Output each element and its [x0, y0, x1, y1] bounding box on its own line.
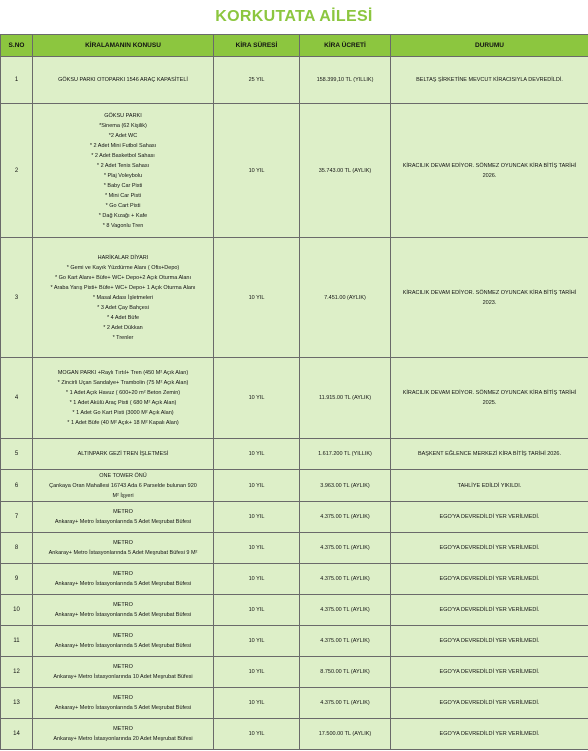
row-duration: 10 YIL [214, 564, 300, 595]
subject-line: *2 Adet WC [108, 132, 138, 139]
subject-line: Ankaray+ Metro İstasyonlarında 20 Adet Meşrubat Büfesi [53, 736, 193, 742]
table-row [1, 626, 588, 657]
subject-line: METRO [113, 571, 133, 577]
row-number: 1 [1, 57, 33, 104]
row-duration: 10 YIL [214, 358, 300, 439]
subject-line: METRO [113, 664, 133, 670]
subject-line: M² İşyeri [112, 492, 134, 499]
row-number: 10 [1, 595, 33, 626]
row-fee: 4.375.00 TL (AYLIK) [300, 564, 391, 595]
row-fee: 4.375.00 TL (AYLIK) [300, 688, 391, 719]
row-duration: 10 YIL [214, 439, 300, 470]
row-number: 8 [1, 533, 33, 564]
subject-line: * 1 Adet Açık Havuz ( 600+20 m² Beton Zemin) [65, 390, 181, 396]
subject-line: Ankaray+ Metro İstasyonlarında 5 Adet Meşrubat Büfesi [54, 519, 192, 525]
row-number: 6 [1, 470, 33, 502]
row-duration: 10 YIL [214, 595, 300, 626]
subject-line: * Plaj Voleybolu [103, 172, 143, 179]
row-subject [33, 626, 214, 657]
subject-line: GÖKSU PARKI OTOPARKI 1546 ARAÇ KAPASİTELİ [58, 77, 188, 83]
header-status: DURUMU [391, 35, 588, 57]
row-number: 9 [1, 564, 33, 595]
subject-line: Ankaray+ Metro İstasyonlarında 5 Adet Meşrubat Büfesi [54, 643, 192, 649]
subject-line: * Masal Adası İşletmeleri [92, 294, 154, 301]
subject-line: * 3 Adet Çay Bahçesi [97, 304, 149, 311]
subject-line: * 1 Adet Go Kart Pisti (3000 M² Açık Alan) [72, 410, 174, 416]
row-status: EGO'YA DEVREDİLDİ YER VERİLMEDİ. [391, 626, 588, 657]
subject-line: METRO [113, 509, 133, 515]
row-fee: 158.399,10 TL (YILLIK) [300, 57, 391, 104]
row-number: 14 [1, 719, 33, 750]
row-status: EGO'YA DEVREDİLDİ YER VERİLMEDİ. [391, 688, 588, 719]
subject-line: GÖKSU PARKI [104, 112, 142, 119]
table-body [1, 57, 588, 750]
subject-line: METRO [113, 726, 133, 732]
table-row [1, 502, 588, 533]
row-fee: 3.963.00 TL (AYLIK) [300, 470, 391, 502]
subject-line: MOGAN PARKI +Raylı Tırtıl+ Tren (450 M² Açık Alan) [57, 370, 189, 376]
header-subject: KİRALAMANIN KONUSU [33, 35, 214, 57]
subject-line: * 8 Vagonlu Tren [102, 222, 144, 229]
row-fee: 17.500.00 TL (AYLIK) [300, 719, 391, 750]
row-subject [33, 358, 214, 439]
row-status: BAŞKENT EĞLENCE MERKEZİ KİRA BİTİŞ TARİHİ 2026. [391, 439, 588, 470]
row-duration: 10 YIL [214, 688, 300, 719]
table-row [1, 439, 588, 470]
row-duration: 10 YIL [214, 238, 300, 358]
row-number: 13 [1, 688, 33, 719]
row-number: 4 [1, 358, 33, 439]
subject-line: * Baby Car Pisti [103, 182, 143, 189]
row-fee: 4.375.00 TL (AYLIK) [300, 533, 391, 564]
subject-line: * Zincirli Uçan Sandalye+ Trambolin (75 M² Açık Alan) [57, 380, 189, 386]
row-fee: 8.750.00 TL (AYLIK) [300, 657, 391, 688]
row-subject [33, 719, 214, 750]
table-header-row [1, 35, 588, 57]
table-row [1, 657, 588, 688]
row-status: KİRACILIK DEVAM EDİYOR. SÖNMEZ OYUNCAK KİRA BİTİŞ TARİHİ 2023. [391, 238, 588, 358]
row-number: 2 [1, 104, 33, 238]
page-title: KORKUTATA AİLESİ [215, 8, 373, 25]
row-number: 12 [1, 657, 33, 688]
row-fee: 4.375.00 TL (AYLIK) [300, 502, 391, 533]
row-subject [33, 595, 214, 626]
row-status: EGO'YA DEVREDİLDİ YER VERİLMEDİ. [391, 657, 588, 688]
row-number: 7 [1, 502, 33, 533]
row-subject [33, 439, 214, 470]
table-row [1, 470, 588, 502]
row-subject [33, 57, 214, 104]
row-status: EGO'YA DEVREDİLDİ YER VERİLMEDİ. [391, 533, 588, 564]
table-row [1, 595, 588, 626]
row-duration: 25 YIL [214, 57, 300, 104]
row-subject [33, 104, 214, 238]
row-status: EGO'YA DEVREDİLDİ YER VERİLMEDİ. [391, 502, 588, 533]
row-duration: 10 YIL [214, 533, 300, 564]
subject-line: * 2 Adet Dükkan [103, 324, 143, 331]
row-duration: 10 YIL [214, 626, 300, 657]
table-row [1, 238, 588, 358]
row-status: KİRACILIK DEVAM EDİYOR. SÖNMEZ OYUNCAK KİRA BİTİŞ TARİHİ 2025. [391, 358, 588, 439]
subject-line: METRO [113, 602, 133, 608]
subject-line: * Gemi ve Kayık Yüzdürme Alanı ( Ofis+Depo) [66, 264, 180, 271]
table-row [1, 57, 588, 104]
subject-line: Ankaray+ Metro İstasyonlarında 5 Adet Meşrubat Büfesi [54, 612, 192, 618]
row-subject [33, 688, 214, 719]
subject-line: Ankaray+ Metro İstasyonlarında 10 Adet Meşrubat Büfesi [53, 674, 193, 680]
subject-line: * 4 Adet Büfe [106, 314, 140, 321]
row-status: EGO'YA DEVREDİLDİ YER VERİLMEDİ. [391, 595, 588, 626]
header-sno: S.NO [1, 35, 33, 57]
subject-line: Ankaray+ Metro İstasyonlarında 5 Adet Meşrubat Büfesi 9 M² [48, 550, 198, 556]
header-duration: KİRA SÜRESİ [214, 35, 300, 57]
subject-line: ONE TOWER ÖNÜ [99, 472, 147, 479]
row-fee: 7.451.00 (AYLIK) [300, 238, 391, 358]
subject-line: * Go Kart Alanı+ Büfe+ WC+ Depo+2 Açık Oturma Alanı [54, 274, 192, 281]
subject-line: ALTINPARK GEZİ TREN İŞLETMESİ [77, 451, 169, 457]
lease-table [0, 34, 588, 750]
table-row [1, 564, 588, 595]
row-number: 3 [1, 238, 33, 358]
table-row [1, 688, 588, 719]
subject-line: * 1 Adet Büfe (40 M² Açık+ 18 M² Kapalı Alan) [67, 420, 179, 426]
subject-line: * Araba Yarış Pisti+ Büfe+ WC+ Depo+ 1 Açık Oturma Alanı [50, 284, 196, 291]
row-subject [33, 564, 214, 595]
row-fee: 35.743.00 TL (AYLIK) [300, 104, 391, 238]
subject-line: METRO [113, 633, 133, 639]
row-number: 11 [1, 626, 33, 657]
row-fee: 1.617.200 TL (YILLIK) [300, 439, 391, 470]
subject-line: * 1 Adet Akülü Araç Pisti ( 680 M² Açık Alan) [69, 400, 177, 406]
subject-line: * Go Cart Pisti [105, 202, 141, 209]
row-subject [33, 502, 214, 533]
subject-line: * Trenler [112, 334, 134, 341]
subject-line: * Mini Car Pisti [104, 192, 142, 199]
subject-line: METRO [113, 695, 133, 701]
row-status: EGO'YA DEVREDİLDİ YER VERİLMEDİ. [391, 564, 588, 595]
row-status: TAHLİYE EDİLDİ YIKILDI. [391, 470, 588, 502]
row-status: EGO'YA DEVREDİLDİ YER VERİLMEDİ. [391, 719, 588, 750]
subject-line: Çankaya Oran Mahallesi 16743 Ada 6 Parselde bulunan 920 [49, 482, 197, 489]
row-subject [33, 657, 214, 688]
row-fee: 4.375.00 TL (AYLIK) [300, 595, 391, 626]
subject-line: HARİKALAR DİYARI [97, 254, 149, 261]
subject-line: *Sinema (62 Kişilik) [99, 122, 147, 129]
table-row [1, 104, 588, 238]
row-duration: 10 YIL [214, 470, 300, 502]
row-fee: 4.375.00 TL (AYLIK) [300, 626, 391, 657]
table-row [1, 719, 588, 750]
table-row [1, 358, 588, 439]
row-duration: 10 YIL [214, 719, 300, 750]
row-fee: 11.915.00 TL (AYLIK) [300, 358, 391, 439]
subject-line: * 2 Adet Basketbol Sahası [91, 152, 155, 159]
row-subject [33, 238, 214, 358]
row-subject [33, 470, 214, 502]
subject-line: * 2 Adet Tenis Sahası [96, 162, 150, 169]
subject-line: Ankaray+ Metro İstasyonlarında 5 Adet Meşrubat Büfesi [54, 581, 192, 587]
row-duration: 10 YIL [214, 502, 300, 533]
row-status: BELTAŞ ŞİRKETİNE MEVCUT KİRACISIYLA DEVREDİLDİ. [391, 57, 588, 104]
table-row [1, 533, 588, 564]
subject-line: * 2 Adet Mini Futbol Sahası [89, 142, 157, 149]
subject-line: Ankaray+ Metro İstasyonlarında 5 Adet Meşrubat Büfesi [54, 705, 192, 711]
subject-line: METRO [113, 540, 133, 546]
subject-line: * Dağ Kızağı + Kafe [98, 212, 148, 219]
row-duration: 10 YIL [214, 104, 300, 238]
row-status: KİRACILIK DEVAM EDİYOR. SÖNMEZ OYUNCAK KİRA BİTİŞ TARİHİ 2026. [391, 104, 588, 238]
row-number: 5 [1, 439, 33, 470]
header-fee: KİRA ÜCRETİ [300, 35, 391, 57]
row-subject [33, 533, 214, 564]
row-duration: 10 YIL [214, 657, 300, 688]
